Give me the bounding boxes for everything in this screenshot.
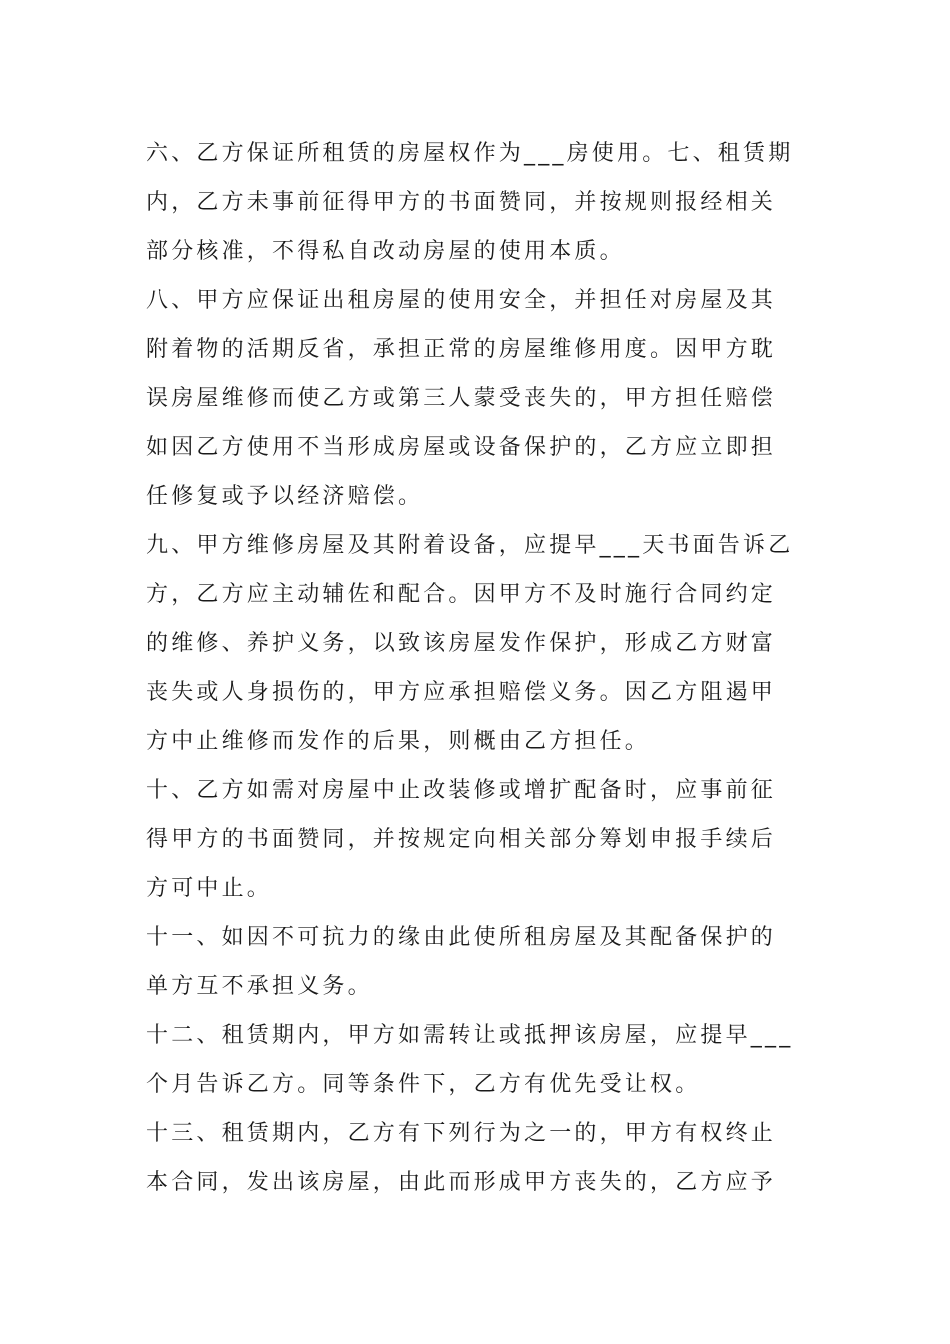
document-body — [146, 129, 811, 1207]
text-line: 的维修、养护义务，以致该房屋发作保护，形成乙方财富 — [146, 631, 777, 656]
text-line: 如因乙方使用不当形成房屋或设备保护的，乙方应立即担 — [146, 435, 777, 460]
text-line: 误房屋维修而使乙方或第三人蒙受丧失的，甲方担任赔偿 — [146, 386, 777, 411]
text-line: 得甲方的书面赞同，并按规定向相关部分筹划申报手续后 — [146, 827, 777, 852]
text-line: 六、乙方保证所租赁的房屋权作为___房使用。七、租赁期 — [146, 141, 794, 166]
text-line: 十二、租赁期内，甲方如需转让或抵押该房屋，应提早___ — [146, 1023, 794, 1048]
text-line: 附着物的活期反省，承担正常的房屋维修用度。因甲方耽 — [146, 337, 777, 362]
text-line: 部分核准，不得私自改动房屋的使用本质。 — [146, 239, 625, 264]
text-line: 八、甲方应保证出租房屋的使用安全，并担任对房屋及其 — [146, 288, 777, 313]
text-line: 十一、如因不可抗力的缘由此使所租房屋及其配备保护的 — [146, 925, 777, 950]
text-line: 单方互不承担义务。 — [146, 974, 373, 999]
text-line: 方中止维修而发作的后果，则概由乙方担任。 — [146, 729, 651, 754]
text-line: 内，乙方未事前征得甲方的书面赞同，并按规则报经相关 — [146, 190, 777, 215]
text-line: 方可中止。 — [146, 876, 273, 901]
text-line: 个月告诉乙方。同等条件下，乙方有优先受让权。 — [146, 1072, 701, 1097]
text-line: 任修复或予以经济赔偿。 — [146, 484, 424, 509]
text-line: 十、乙方如需对房屋中止改装修或增扩配备时，应事前征 — [146, 778, 777, 803]
text-line: 九、甲方维修房屋及其附着设备，应提早___天书面告诉乙 — [146, 533, 794, 558]
text-line: 方，乙方应主动辅佐和配合。因甲方不及时施行合同约定 — [146, 582, 777, 607]
text-line: 本合同，发出该房屋，由此而形成甲方丧失的，乙方应予 — [146, 1170, 777, 1195]
text-line: 丧失或人身损伤的，甲方应承担赔偿义务。因乙方阻遏甲 — [146, 680, 777, 705]
text-line: 十三、租赁期内，乙方有下列行为之一的，甲方有权终止 — [146, 1121, 777, 1146]
